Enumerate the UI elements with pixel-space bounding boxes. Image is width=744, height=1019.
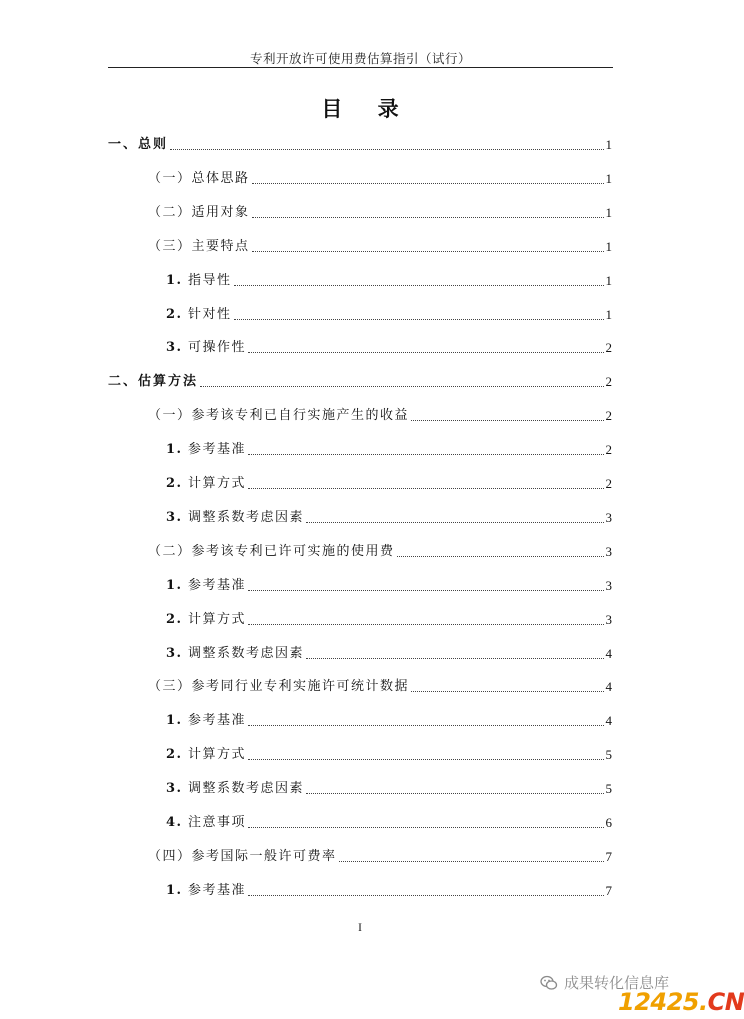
dot-leader xyxy=(248,352,603,353)
toc-entry-number: 1. xyxy=(166,442,183,458)
toc-entry-text: （二）适用对象 xyxy=(148,204,250,220)
toc-page-number: 7 xyxy=(605,848,612,864)
toc-entry-label xyxy=(166,272,232,290)
toc-entry[interactable] xyxy=(148,846,612,866)
toc-entry-number: 3. xyxy=(166,645,183,661)
toc-entry-label xyxy=(166,441,246,459)
dot-leader xyxy=(306,522,603,523)
toc-entry-label xyxy=(148,238,250,256)
toc-entry-text: 针对性 xyxy=(188,306,232,322)
toc-entry[interactable] xyxy=(166,778,612,798)
toc-entry-text: （一）总体思路 xyxy=(148,170,250,186)
toc-page-number: 2 xyxy=(605,442,612,458)
toc-entry-label xyxy=(166,339,246,357)
watermark-site xyxy=(618,988,744,1016)
page-number: I xyxy=(358,920,362,934)
toc-entry[interactable] xyxy=(148,202,612,222)
dot-leader xyxy=(252,251,604,252)
dot-leader xyxy=(248,590,603,591)
toc-entry-label xyxy=(148,678,409,696)
toc-entry[interactable] xyxy=(166,304,612,324)
toc-entry-label xyxy=(166,780,304,798)
toc-entry-text: 计算方式 xyxy=(188,747,247,763)
toc-entry-text: 计算方式 xyxy=(188,611,247,627)
dot-leader xyxy=(306,658,603,659)
dot-leader xyxy=(248,895,603,896)
dot-leader xyxy=(234,319,604,320)
toc-entry-number: 1. xyxy=(166,272,183,288)
toc-entry-number: 4. xyxy=(166,815,183,830)
toc-page-number: 4 xyxy=(605,679,612,695)
dot-leader xyxy=(248,454,603,455)
toc-entry[interactable] xyxy=(166,507,612,527)
dot-leader xyxy=(252,183,604,184)
watermark-site-number: 12425 xyxy=(618,988,699,1016)
wechat-icon xyxy=(540,974,558,992)
toc-entry-label xyxy=(166,882,246,900)
toc-entry-label xyxy=(148,170,250,188)
toc-entry-label xyxy=(166,611,246,629)
toc-entry-number: 3. xyxy=(166,781,183,797)
toc-page-number: 4 xyxy=(605,645,612,661)
toc-entry-label xyxy=(166,746,246,764)
running-header: 专利开放许可使用费估算指引（试行） xyxy=(249,51,471,66)
toc-entry-label xyxy=(166,814,246,832)
toc-entry-number: 3. xyxy=(166,340,183,356)
toc-page-number: 2 xyxy=(605,340,612,356)
dot-leader xyxy=(248,488,603,489)
toc-entry-label xyxy=(148,543,395,561)
toc-entry-text: 参考基准 xyxy=(188,577,247,593)
toc-entry-text: （二）参考该专利已许可实施的使用费 xyxy=(148,543,395,559)
toc-page-number: 1 xyxy=(605,170,612,186)
toc-entry-label xyxy=(108,136,168,154)
toc-page-number: 2 xyxy=(605,408,612,424)
toc-entry[interactable] xyxy=(166,744,612,764)
toc-entry-number: 1. xyxy=(166,713,183,729)
toc-entry-number: 1. xyxy=(166,882,183,898)
toc-entry[interactable] xyxy=(148,541,612,561)
dot-leader xyxy=(252,217,604,218)
toc-entry[interactable] xyxy=(166,643,612,663)
toc-entry[interactable] xyxy=(166,880,612,900)
toc-entry-text: 计算方式 xyxy=(188,476,247,491)
toc-entry-label xyxy=(166,645,304,663)
toc-entry-text: 二、估算方法 xyxy=(108,374,199,390)
toc-entry-text: （三）主要特点 xyxy=(148,238,250,254)
dot-leader xyxy=(411,691,603,692)
toc-page-number: 6 xyxy=(605,815,612,830)
dot-leader xyxy=(170,149,603,150)
toc-entry-text: 参考基准 xyxy=(188,713,247,729)
toc-entry[interactable] xyxy=(108,134,612,154)
watermark-site-dot: . xyxy=(699,988,708,1016)
toc-entry-label xyxy=(166,306,232,324)
toc-entry-label xyxy=(166,712,246,730)
watermark xyxy=(540,972,744,1016)
toc-entry-label xyxy=(148,204,250,222)
toc-entry[interactable] xyxy=(166,473,612,493)
dot-leader xyxy=(248,725,603,726)
toc-page-number: 3 xyxy=(605,611,612,627)
toc-entry-text: 注意事项 xyxy=(188,815,247,830)
watermark-source-text: 成果转化信息库 xyxy=(564,974,670,992)
toc-entry-text: 可操作性 xyxy=(188,340,247,356)
toc-entry-number: 2. xyxy=(166,747,183,763)
toc-page-number: 3 xyxy=(605,543,612,559)
dot-leader xyxy=(248,759,603,760)
toc-page-number: 2 xyxy=(605,374,612,390)
toc-entry[interactable] xyxy=(108,371,612,391)
toc-page-number: 1 xyxy=(605,204,612,220)
toc-entry-text: 参考基准 xyxy=(188,882,247,898)
toc-page-number: 3 xyxy=(605,509,612,525)
toc-entry-label xyxy=(108,373,198,391)
toc-entry-text: 调整系数考虑因素 xyxy=(188,645,305,661)
toc-entry-label xyxy=(148,848,337,866)
toc-entry-number: 1. xyxy=(166,577,183,593)
toc-entry-text: 调整系数考虑因素 xyxy=(188,781,305,797)
toc-entry[interactable] xyxy=(148,236,612,256)
toc-entry[interactable] xyxy=(166,812,612,832)
dot-leader xyxy=(306,793,603,794)
toc-entry-text: （四）参考国际一般许可费率 xyxy=(148,848,337,864)
toc-entry-label xyxy=(166,475,246,493)
dot-leader xyxy=(248,827,603,828)
toc-entry-text: （三）参考同行业专利实施许可统计数据 xyxy=(148,679,410,695)
dot-leader xyxy=(234,285,604,286)
toc-entry-number: 2. xyxy=(166,611,183,627)
toc-entry[interactable] xyxy=(166,337,612,357)
toc-entry[interactable] xyxy=(148,405,612,425)
watermark-site-cn: CN xyxy=(707,988,744,1016)
toc-entry[interactable] xyxy=(166,609,612,629)
toc-page-number: 7 xyxy=(605,882,612,898)
toc-entry-number: 2. xyxy=(166,306,183,322)
toc-entry-text: 调整系数考虑因素 xyxy=(188,509,305,525)
toc-title: 目 录 xyxy=(321,97,413,121)
dot-leader xyxy=(200,386,603,387)
toc-entry-label xyxy=(148,407,409,425)
toc-entry[interactable] xyxy=(148,676,612,696)
toc-entry-text: （一）参考该专利已自行实施产生的收益 xyxy=(148,408,410,424)
toc-entry[interactable] xyxy=(166,710,612,730)
toc-entry[interactable] xyxy=(148,168,612,188)
dot-leader xyxy=(248,624,603,625)
toc-page-number: 1 xyxy=(605,272,612,288)
dot-leader xyxy=(397,556,604,557)
toc-entry-label xyxy=(166,509,304,527)
toc-entry-label xyxy=(166,577,246,595)
toc-page-number: 5 xyxy=(605,781,612,797)
toc-entry[interactable] xyxy=(166,439,612,459)
toc-page-number: 1 xyxy=(605,137,612,152)
toc-page-number: 1 xyxy=(605,306,612,322)
toc-page-number: 2 xyxy=(605,476,612,491)
toc-page-number: 4 xyxy=(605,713,612,729)
toc-page-number: 5 xyxy=(605,747,612,763)
toc-entry-text: 指导性 xyxy=(188,272,232,288)
toc-entry-number: 3. xyxy=(166,509,183,525)
toc-entry-text: 一、总则 xyxy=(108,137,169,152)
toc-page-number: 3 xyxy=(605,577,612,593)
dot-leader xyxy=(339,861,604,862)
toc-entry[interactable] xyxy=(166,575,612,595)
toc-entry-number: 2. xyxy=(166,476,183,491)
dot-leader xyxy=(411,420,603,421)
toc-entry-text: 参考基准 xyxy=(188,442,247,458)
toc-entry[interactable] xyxy=(166,270,612,290)
toc-page-number: 1 xyxy=(605,238,612,254)
